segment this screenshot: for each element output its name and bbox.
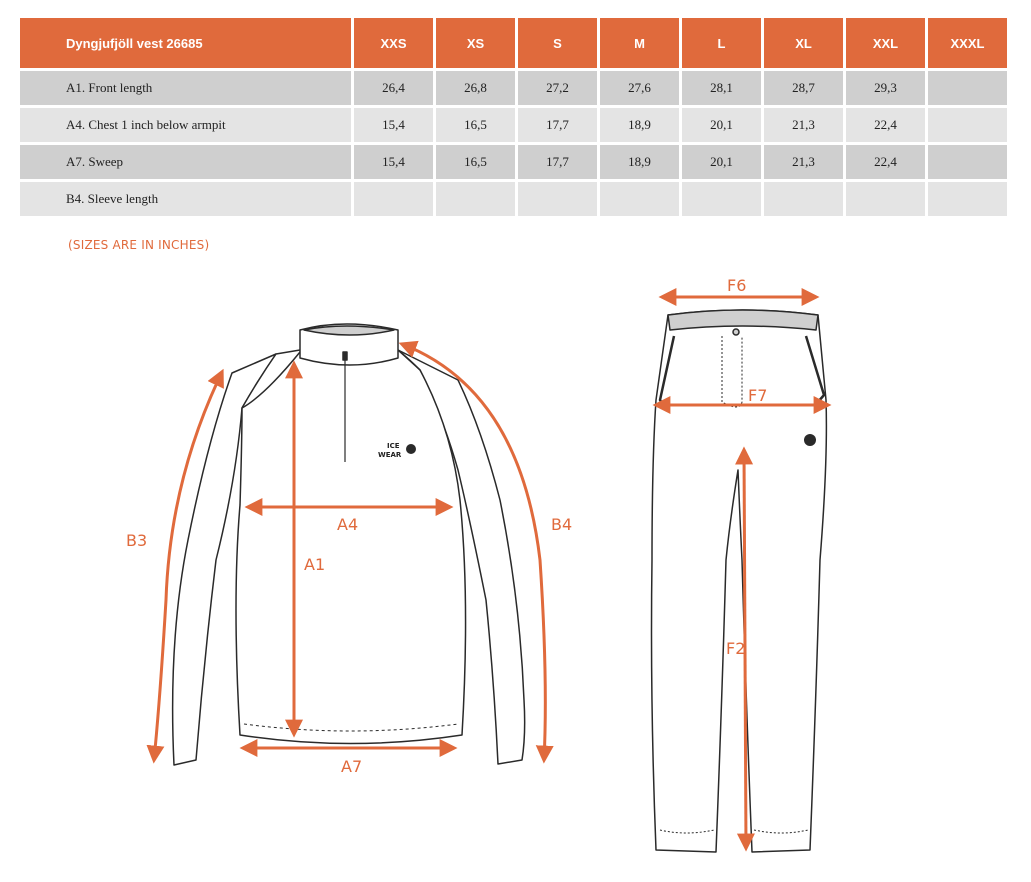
- a7-label: A7: [341, 757, 363, 776]
- garment-diagram: [0, 260, 1031, 882]
- table-cell: 27,2: [518, 71, 597, 105]
- table-cell: 27,6: [600, 71, 679, 105]
- size-header-xxs: XXS: [354, 18, 433, 68]
- table-cell: 21,3: [764, 145, 843, 179]
- pants-illustration: [652, 310, 827, 852]
- zipper-pull: [343, 352, 347, 360]
- logo-text-wear: WEAR: [378, 451, 402, 459]
- size-header-xs: XS: [436, 18, 515, 68]
- size-header-m: M: [600, 18, 679, 68]
- table-row: [20, 71, 1007, 105]
- table-row: [20, 108, 1007, 142]
- b3-label: B3: [126, 531, 148, 550]
- table-cell: 21,3: [764, 108, 843, 142]
- table-cell: 15,4: [354, 108, 433, 142]
- size-header-xl: XL: [764, 18, 843, 68]
- table-cell: 18,9: [600, 108, 679, 142]
- row-label: A1. Front length: [20, 71, 351, 105]
- table-cell: 15,4: [354, 145, 433, 179]
- f6-label: F6: [727, 276, 747, 295]
- table-cell: 22,4: [846, 145, 925, 179]
- snowflake-icon: [406, 444, 416, 454]
- table-cell: [928, 71, 1007, 105]
- table-cell: 16,5: [436, 145, 515, 179]
- table-cell: [928, 182, 1007, 216]
- table-cell: [354, 182, 433, 216]
- a4-label: A4: [337, 515, 359, 534]
- size-header-s: S: [518, 18, 597, 68]
- table-cell: [764, 182, 843, 216]
- table-cell: [436, 182, 515, 216]
- table-cell: [928, 145, 1007, 179]
- table-cell: 20,1: [682, 145, 761, 179]
- table-row: [20, 182, 1007, 216]
- pants-snowflake-icon: [804, 434, 816, 446]
- units-note: (SIZES ARE IN INCHES): [68, 238, 210, 252]
- size-chart-table: [17, 15, 1010, 219]
- table-header-row: [20, 18, 1007, 68]
- table-cell: [846, 182, 925, 216]
- table-cell: [518, 182, 597, 216]
- table-cell: 28,7: [764, 71, 843, 105]
- f2-label: F2: [726, 639, 746, 658]
- row-label: A7. Sweep: [20, 145, 351, 179]
- a1-label: A1: [304, 555, 326, 574]
- f7-label: F7: [748, 386, 768, 405]
- table-row: [20, 145, 1007, 179]
- table-cell: 28,1: [682, 71, 761, 105]
- table-cell: 22,4: [846, 108, 925, 142]
- table-cell: [928, 108, 1007, 142]
- product-name-header: Dyngjufjöll vest 26685: [20, 18, 351, 68]
- table-cell: 20,1: [682, 108, 761, 142]
- pants-body: [652, 310, 827, 852]
- jacket-body: [236, 350, 466, 744]
- table-cell: [600, 182, 679, 216]
- waist-button: [733, 329, 739, 335]
- size-header-l: L: [682, 18, 761, 68]
- table-cell: 26,8: [436, 71, 515, 105]
- b4-label: B4: [551, 515, 573, 534]
- size-header-xxl: XXL: [846, 18, 925, 68]
- table-cell: 16,5: [436, 108, 515, 142]
- size-header-xxxl: XXXL: [928, 18, 1007, 68]
- table-cell: 26,4: [354, 71, 433, 105]
- row-label: A4. Chest 1 inch below armpit: [20, 108, 351, 142]
- logo-text-ice: ICE: [387, 442, 400, 450]
- table-cell: 18,9: [600, 145, 679, 179]
- row-label: B4. Sleeve length: [20, 182, 351, 216]
- table-cell: 29,3: [846, 71, 925, 105]
- table-cell: 17,7: [518, 108, 597, 142]
- table-cell: 17,7: [518, 145, 597, 179]
- table-cell: [682, 182, 761, 216]
